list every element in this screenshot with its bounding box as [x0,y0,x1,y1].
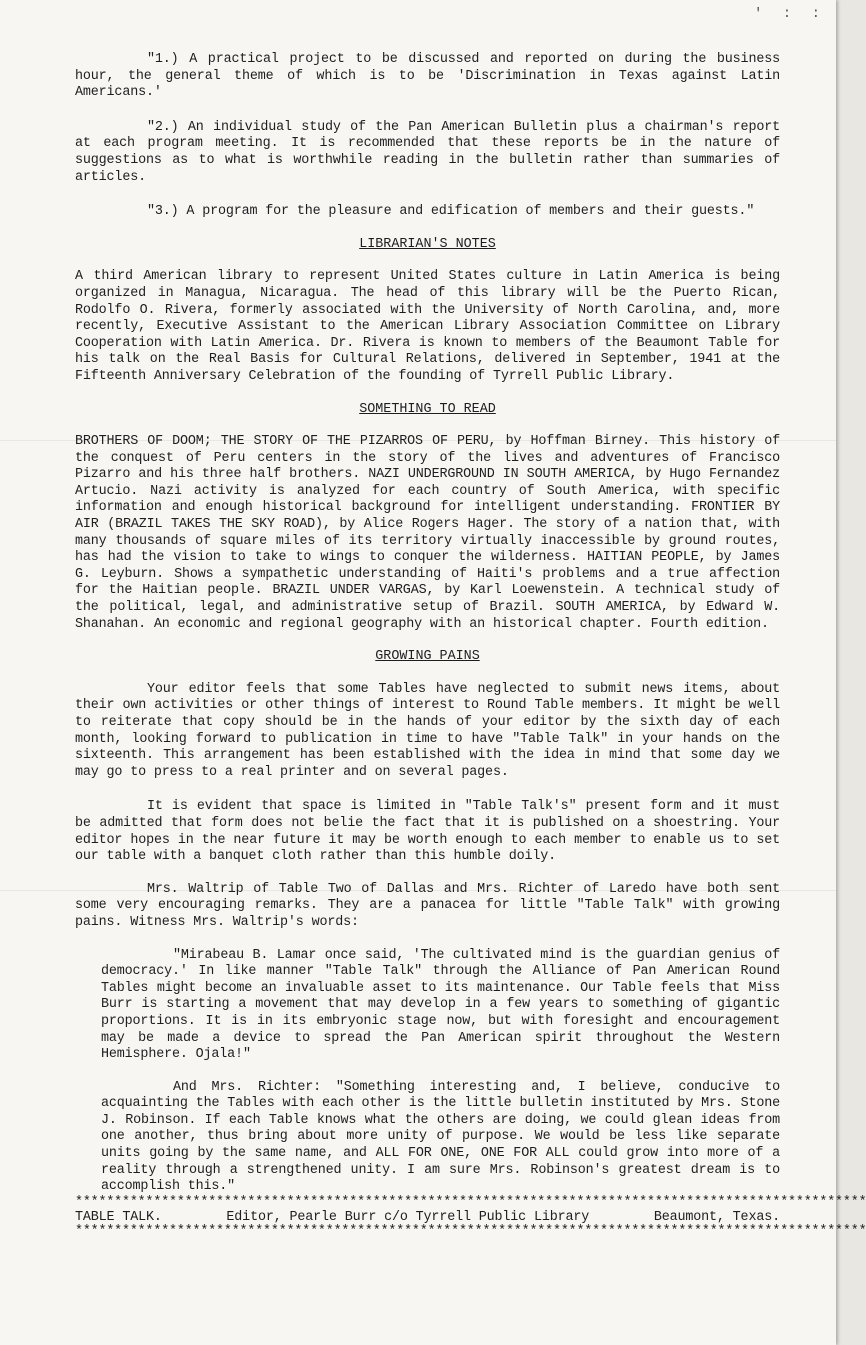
footer-masthead [75,1210,780,1225]
richter-quote: And Mrs. Richter: "Something interesting and, I believe, conducive to acquainting the Tables with each other is the little bulletin instituted by Mrs. Stone J. Robinson. If each Table knows what the others are doing, we could glean ideas from one another, thus bring about more unity of purpose. We would be less like separate units going by the same name, and ALL FOR ONE, ONE FOR ALL could grow into more of a reality through a strengthened unity. I am sure Mrs. Robinson's greatest dream is to accomplish this." [101,1079,780,1195]
footer-editor: Editor, Pearle Burr c/o Tyrrell Public Library [226,1209,590,1225]
item-1: "1.) A practical project to be discussed and reported on during the business hour, the general theme of which is to be 'Discrimination in Texas against Latin Americans.' [75,52,780,101]
librarians-notes-text: A third American library to represent United States culture in Latin America is being organized in Managua, Nicaragua. The head of this library will be the Puerto Rican, Rodolfo O. Rivera, formerly associated with the University of North Carolina, and, more recently, Executive Assistant to the American Library Association Committee on Library Cooperation with Latin America. Dr. Rivera is known to members of the Beaumont Table for his talk on the Real Basis for Cultural Relations, delivered in September, 1941 at the Fifteenth Anniversary Celebration of the founding of Tyrrell Public Library. [75,269,780,384]
something-to-read-text: BROTHERS OF DOOM; THE STORY OF THE PIZARROS OF PERU, by Hoffman Birney. This history of the conquest of Peru centers in the story of the lives and adventures of Francisco Pizarro and his three half brothers. NAZI UNDERGROUND IN SOUTH AMERICA, by Hugo Fernandez Artucio. Nazi activity is analyzed for each country of South America, with specific information and enough historical background for intelligent understanding. FRONTIER BY AIR (BRAZIL TAKES THE SKY ROAD), by Alice Rogers Hager. The story of a nation that, with many thousands of square miles of its territory virtually inaccessible by ground routes, has had the vision to take to wings to conquer the wilderness. HAITIAN PEOPLE, by James G. Leyburn. Shows a sympathetic understanding of Haiti's problems and a true affection for the Haitian people. BRAZIL UNDER VARGAS, by Karl Loewenstein. A technical study of the political, legal, and administrative setup of Brazil. SOUTH AMERICA, by Edward W. Shanahan. An economic and regional geography with an historical chapter. Fourth edition. [75,434,780,632]
newsletter-body [75,52,866,1239]
item-2: "2.) An individual study of the Pan American Bulletin plus a chairman's report at each program meeting. It is recommended that these reports be in the nature of suggestions as to what is worthwhile reading in the bulletin rather than summaries of articles. [75,119,780,185]
item-3: "3.) A program for the pleasure and edification of members and their guests." [147,204,755,220]
corner-marks: ' : : [753,6,826,22]
waltrip-quote: "Mirabeau B. Lamar once said, 'The cultivated mind is the guardian genius of democracy.' In like manner "Table Talk" through the Alliance of Pan American Round Tables might become an invaluable asset to its maintenance. Our Table feels that Miss Burr is starting a movement that may develop in a few years to something of gigantic proportions. It is in its embryonic stage now, but with foresight and encouragement may be made a device to spread the Pan American spirit throughout the Western Hemisphere. Ojala!" [101,947,780,1063]
footer-title: TABLE TALK. [75,1209,162,1225]
footer-rule-bottom: ***************************************************************************************************** [75,1223,866,1239]
growing-pains-paragraph-3: Mrs. Waltrip of Table Two of Dallas and Mrs. Richter of Laredo have both sent some very encouraging remarks. They are a panacea for little "Table Talk" with growing pains. Witness Mrs. Waltrip's words: [75,881,780,930]
growing-pains-heading: GROWING PAINS [375,649,480,665]
growing-pains-paragraph-1: Your editor feels that some Tables have neglected to submit news items, about their own activities or other things of interest to Round Table members. It might be well to reiterate that copy should be in the hands of your editor by the sixth day of each month, looking forward to publication in time to have "Table Talk" in your hands on the sixteenth. This arrangement has been established with the idea in mind that some day we may go to press to a real printer and on several pages. [75,681,780,780]
something-to-read-heading: SOMETHING TO READ [359,401,496,417]
footer-location: Beaumont, Texas. [653,1209,780,1225]
growing-pains-paragraph-2: It is evident that space is limited in "Table Talk's" present form and it must be admitted that form does not belie the fact that it is published on a shoestring. Your editor hopes in the near future it may be worth enough to each member to enable us to set our table with a banquet cloth rather than this humble doily. [75,799,780,865]
librarians-notes-heading: LIBRARIAN'S NOTES [359,236,496,252]
footer-rule-top: ***************************************************************************************************** [75,1194,866,1210]
